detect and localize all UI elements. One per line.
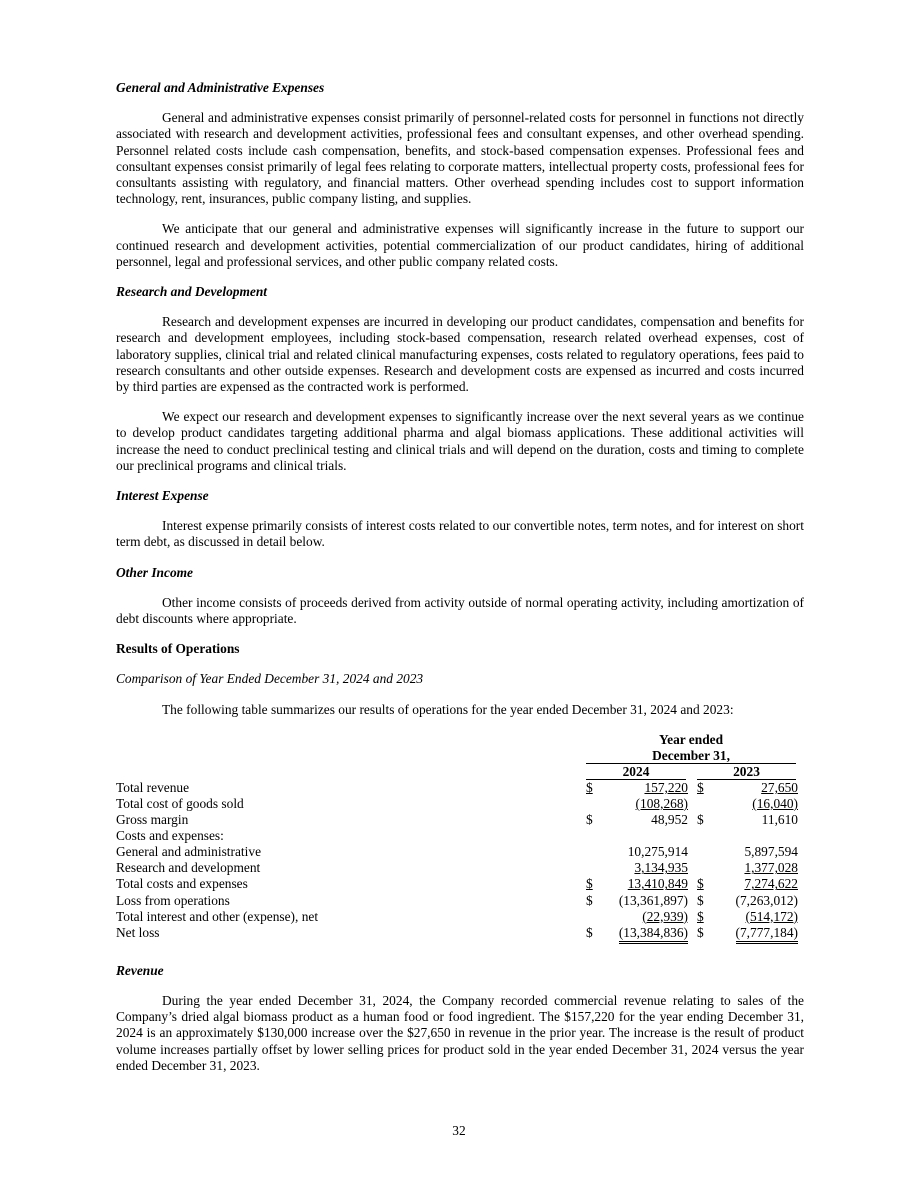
table-row bbox=[116, 828, 804, 844]
value-2023: 11,610 bbox=[761, 812, 798, 828]
ga-paragraph-2: We anticipate that our general and administrative expenses will significantly increase in the future to support our continued research and development activities, potential commercialization of our product candidates, hiring of additional personnel, legal and professional services, and other public company related costs. bbox=[116, 221, 804, 269]
results-table bbox=[116, 732, 804, 941]
value-2024: 10,275,914 bbox=[627, 844, 688, 860]
interest-heading: Interest Expense bbox=[116, 488, 209, 504]
row-label: Total revenue bbox=[116, 779, 190, 795]
header-2024: 2024 bbox=[622, 763, 650, 779]
value-2024: (13,361,897) bbox=[618, 892, 688, 908]
rd-heading: Research and Development bbox=[116, 284, 267, 300]
currency-symbol: $ bbox=[697, 876, 704, 892]
other-income-paragraph: Other income consists of proceeds derived from activity outside of normal operating activity, including amortization of debt discounts where appropriate. bbox=[116, 594, 804, 627]
results-subheading: Comparison of Year Ended December 31, 2024 and 2023 bbox=[116, 671, 424, 687]
page-number: 32 bbox=[452, 1123, 466, 1138]
table-row bbox=[116, 876, 804, 892]
value-2024: 48,952 bbox=[651, 812, 688, 828]
value-2023: 7,274,622 bbox=[744, 876, 798, 892]
value-2023: (7,777,184) bbox=[736, 925, 798, 944]
revenue-heading: Revenue bbox=[116, 962, 164, 978]
value-2024: (13,384,836) bbox=[619, 925, 688, 944]
currency-symbol: $ bbox=[697, 908, 704, 924]
value-2024: (22,939) bbox=[642, 908, 688, 924]
table-row bbox=[116, 893, 804, 909]
currency-symbol: $ bbox=[697, 892, 704, 908]
value-2023: 27,650 bbox=[761, 779, 798, 795]
results-heading: Results of Operations bbox=[116, 641, 240, 657]
value-2024: 157,220 bbox=[644, 779, 688, 795]
currency-symbol: $ bbox=[586, 812, 593, 828]
row-label: Total costs and expenses bbox=[116, 876, 248, 892]
currency-symbol: $ bbox=[697, 812, 704, 828]
currency-symbol: $ bbox=[697, 924, 704, 940]
ga-paragraph-1: General and administrative expenses consist primarily of personnel-related costs for personnel in functions not directly associated with research and development activities, professional fees and consultant expenses, and other overhead spending. Personnel related costs include cash compensation, benefits, and stock-based compensation expenses. Professional fees and consultant expenses consist primarily of legal fees relating to corporate matters, intellectual property costs, professional fees for consultants assisting with regulatory, and financial matters. Other overhead spending includes cost to support information technology, rent, insurances, public company listing, and supplies. bbox=[116, 110, 804, 207]
currency-symbol: $ bbox=[697, 779, 704, 795]
page-content bbox=[116, 80, 804, 1088]
currency-symbol: $ bbox=[586, 876, 593, 892]
value-2023: (16,040) bbox=[752, 795, 798, 811]
table-row bbox=[116, 860, 804, 876]
row-label: Costs and expenses: bbox=[116, 828, 224, 844]
row-label: Total cost of goods sold bbox=[116, 795, 244, 811]
table-header-row-1 bbox=[116, 732, 804, 748]
table-row bbox=[116, 909, 804, 925]
row-label: Loss from operations bbox=[116, 892, 230, 908]
table-row bbox=[116, 844, 804, 860]
row-label: Net loss bbox=[116, 924, 160, 940]
other-income-heading: Other Income bbox=[116, 564, 193, 580]
value-2024: 13,410,849 bbox=[627, 876, 688, 892]
value-2024: 3,134,935 bbox=[634, 860, 688, 876]
header-2023: 2023 bbox=[733, 763, 760, 779]
ga-heading: General and Administrative Expenses bbox=[116, 80, 325, 95]
table-row bbox=[116, 812, 804, 828]
value-2023: 1,377,028 bbox=[744, 860, 798, 876]
currency-symbol: $ bbox=[586, 779, 593, 795]
table-header-row-2 bbox=[116, 748, 804, 764]
table-header-row-3 bbox=[116, 764, 804, 780]
rd-paragraph-1: Research and development expenses are incurred in developing our product candidates, compensation and benefits for research and development employees, including stock-based compensation, research related overhead expenses, cost of laboratory supplies, clinical trial and related clinical manufacturing expenses, costs related to regulatory operations, fees paid to research consultants and other outside expenses. Research and development costs are expensed as incurred and costs incurred by third parties are expensed as the contracted work is performed. bbox=[116, 314, 804, 395]
interest-paragraph: Interest expense primarily consists of interest costs related to our convertible notes, term notes, and for interest on short term debt, as discussed in detail below. bbox=[116, 518, 804, 550]
table-row bbox=[116, 796, 804, 812]
row-label: General and administrative bbox=[116, 844, 262, 860]
table-row bbox=[116, 780, 804, 796]
value-2024: (108,268) bbox=[635, 795, 688, 811]
value-2023: 5,897,594 bbox=[744, 844, 798, 860]
results-intro: The following table summarizes our results of operations for the year ended December 31, 2024 and 2023: bbox=[162, 701, 734, 717]
rd-paragraph-2: We expect our research and development expenses to significantly increase over the next several years as we continue to develop product candidates targeting additional pharma and algal biomass applications. These additional activities will increase the need to conduct preclinical testing and clinical trials and will depend on the duration, costs and timing to complete our preclinical programs and clinical trials. bbox=[116, 409, 804, 473]
revenue-paragraph: During the year ended December 31, 2024, the Company recorded commercial revenue relating to sales of the Company’s dried algal biomass product as a human food or food ingredient. The $157,220 for the year ending December 31, 2024 is an approximately $130,000 increase over the $27,650 in revenue in the prior year. The increase is the result of product volume increases partially offset by lower selling prices for product sold in the year ended December 31, 2024 versus the year ended December 31, 2023. bbox=[116, 993, 804, 1073]
header-year-ended: Year ended bbox=[658, 731, 724, 747]
row-label: Research and development bbox=[116, 860, 261, 876]
value-2023: (7,263,012) bbox=[735, 892, 798, 908]
currency-symbol: $ bbox=[586, 892, 593, 908]
row-label: Gross margin bbox=[116, 812, 189, 828]
header-december: December 31, bbox=[652, 747, 730, 763]
table-row bbox=[116, 925, 804, 941]
value-2023: (514,172) bbox=[745, 908, 798, 924]
row-label: Total interest and other (expense), net bbox=[116, 908, 319, 924]
currency-symbol: $ bbox=[586, 924, 593, 940]
